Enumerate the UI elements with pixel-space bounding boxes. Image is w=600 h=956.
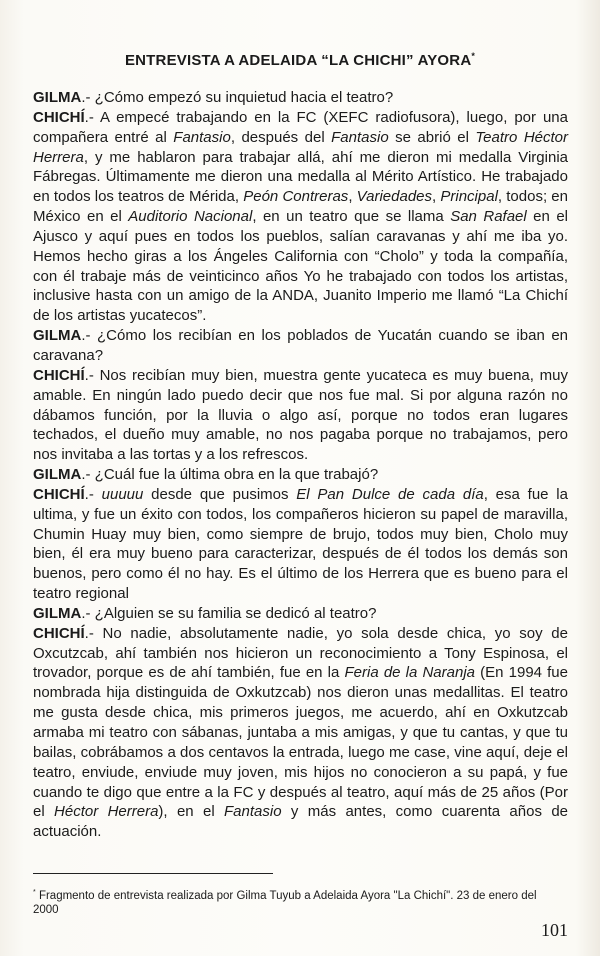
dialogue-text: , en un teatro que se llama <box>252 208 451 226</box>
footnote-divider <box>33 873 273 874</box>
interview-body <box>33 88 568 842</box>
dialogue-text: .- ¿Cuál fue la última obra en la que trabajó? <box>81 466 379 484</box>
dialogue-text: , <box>348 188 357 206</box>
dialogue-text: .- No nadie, absolutamente nadie, yo sola desde chica, yo soy de Oxcutzcab, ahí también nos hicieron un reconocimiento a Tony Espinosa, el trovador, porque es de ahí también, fue en la <box>33 624 568 682</box>
dialogue-text: , esa fue la ultima, y fue un éxito con todos, los compañeros hicieron su papel de maravilla, Chumin Huay muy bien, como siempre de brujo, todos muy bien, Cholo muy bien, él era muy bueno para caracterizar, después de él todos los demás son buenos, pero como él no hay. Es el último de los Herrera que es bueno para el teatro regional <box>33 485 568 603</box>
dialogue-paragraph <box>33 88 568 108</box>
dialogue-text: .- A empecé trabajando en la FC (XEFC radiofusora), luego, por una compañera entré al <box>33 108 568 146</box>
italic-title-text: Fantasio <box>331 128 389 146</box>
dialogue-text: .- ¿Cómo empezó su inquietud hacia el teatro? <box>81 89 394 106</box>
italic-title-text: Teatro Héctor Herrera <box>33 128 569 166</box>
dialogue-paragraph <box>33 485 568 604</box>
speaker-name: GILMA <box>33 327 82 345</box>
speaker-name: CHICHÍ <box>33 485 85 503</box>
italic-title-text: San Rafael <box>450 208 527 226</box>
dialogue-paragraph <box>33 108 568 326</box>
speaker-name: CHICHÍ <box>33 624 85 642</box>
title-text: ENTREVISTA A ADELAIDA “LA CHICHI” AYORA <box>124 52 472 69</box>
dialogue-paragraph <box>33 326 568 366</box>
dialogue-text: .- ¿Alguien se su familia se dedicó al teatro? <box>81 604 377 622</box>
dialogue-paragraph <box>33 465 568 485</box>
dialogue-text: y más antes, como cuarenta años de actuación. <box>33 803 569 841</box>
footnote <box>33 886 563 917</box>
dialogue-paragraph <box>33 604 568 624</box>
dialogue-text: (En 1994 fue nombrada hija distinguida de Oxkutzcab) nos dieron unas medallitas. El teatro me gusta desde chica, mis primeros juegos, me acuerdo, ahí en Oxkutzcab armaba mi teatro con sábanas, juntaba a mis amigas, y que tu cantas, y que tu bailas, cobrábamos a dos centavos la entrada, luego me case, vine aquí, deje el teatro, enviude, enviude muy joven, mis hijos no conocieron a su papá, y fue cuando te digo que entre a la FC y después al teatro, aquí más de 25 años (Por el <box>33 664 568 821</box>
dialogue-text: se abrió el <box>388 128 476 146</box>
italic-title-text: uuuuu <box>101 485 144 503</box>
dialogue-text: , <box>432 188 441 206</box>
speaker-name: GILMA <box>33 89 82 106</box>
dialogue-paragraph <box>33 366 568 465</box>
italic-title-text: Principal <box>440 188 498 206</box>
title-footnote-mark: * <box>471 51 476 61</box>
page-title <box>0 51 600 69</box>
dialogue-paragraph <box>33 624 568 842</box>
dialogue-text: .- <box>84 485 102 503</box>
dialogue-text: , y me hablaron para trabajar allá, ahí me dieron mi medalla Virginia Fábregas. Últimamente me dieron una medalla al Mérito Artístico. He trabajado en todos los teatros de Mérida, <box>33 148 568 206</box>
footnote-text: Fragmento de entrevista realizada por Gilma Tuyub a Adelaida Ayora "La Chichí". 23 de enero del 2000 <box>33 889 537 916</box>
page-number: 101 <box>541 920 568 940</box>
italic-title-text: Peón Contreras <box>243 188 349 206</box>
footnote-mark: * <box>33 889 36 896</box>
speaker-name: CHICHÍ <box>33 366 85 384</box>
speaker-name: GILMA <box>33 604 82 622</box>
dialogue-text: .- Nos recibían muy bien, muestra gente yucateca es muy buena, muy amable. En ningún lado puedo decir que nos fue mal. Si por alguna razón no dábamos función, por la lluvia o algo así, porque no todos eran lugares techados, el dueño muy amable, no nos pagaba porque no trabajamos, pero nos invitaba a las tortas y a los refrescos. <box>33 366 568 464</box>
dialogue-text: , después del <box>230 128 332 146</box>
speaker-name: CHICHÍ <box>33 108 85 126</box>
dialogue-text: desde que pusimos <box>143 485 297 503</box>
dialogue-text: ), en el <box>158 803 225 821</box>
dialogue-text: .- ¿Cómo los recibían en los poblados de Yucatán cuando se iban en caravana? <box>33 327 568 364</box>
italic-title-text: Auditorio Nacional <box>128 208 253 226</box>
italic-title-text: Feria de la Naranja <box>344 664 475 682</box>
italic-title-text: Fantasio <box>173 128 231 146</box>
italic-title-text: El Pan Dulce de cada día <box>296 485 484 503</box>
dialogue-text: , todos; en México en el <box>33 188 568 226</box>
italic-title-text: Variedades <box>356 188 433 206</box>
italic-title-text: Fantasio <box>224 803 282 821</box>
italic-title-text: Héctor Herrera <box>54 803 159 821</box>
speaker-name: GILMA <box>33 466 82 484</box>
dialogue-text: en el Ajusco y aquí pues en todos los pueblos, salían caravanas y ahí me iba yo. Hemos hecho giras a los Ángeles California con “Cholo” y toda la compañía, con él trabaje más de veinticinco años Yo he trabajado con todos los artistas, inclusive hasta con un amigo de la ANDA, Juanito Imperio me llamó “La Chichí de los artistas yucatecos”. <box>33 208 569 325</box>
